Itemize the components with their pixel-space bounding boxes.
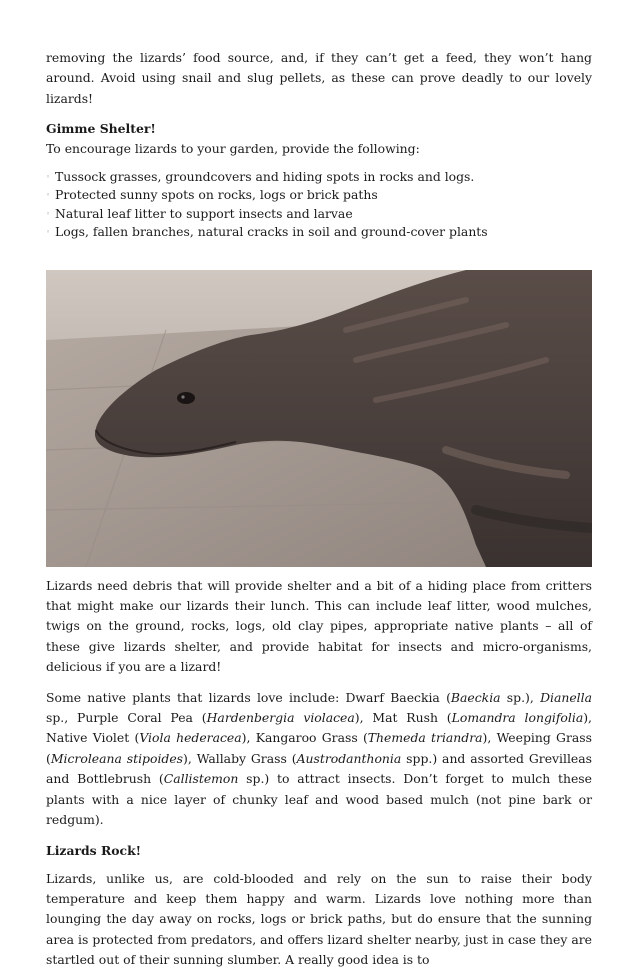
intro-paragraph: removing the lizards’ food source, and, if they can’t get a feed, they won’t hang around. Avoid using snail and slug pellets, as these can prove deadly to our lovely lizards! <box>46 50 592 106</box>
bullet-icon: ◦ <box>46 209 51 218</box>
rock-paragraph: Lizards, unlike us, are cold-blooded and rely on the sun to raise their body temperature and keep them happy and warm. Lizards love nothing more than lounging the day away on rocks, logs or brick paths, but do ensure that the sunning area is protected from predators, and offers lizard shelter nearby, just in case they are startled out of their sunning slumber. A really good idea is to <box>46 870 592 968</box>
list-item-text: Natural leaf litter to support insects and larvae <box>55 205 353 221</box>
rock-heading: Lizards Rock! <box>46 842 142 858</box>
list-item-text: Logs, fallen branches, natural cracks in soil and ground-cover plants <box>55 224 488 240</box>
bullet-icon: ◦ <box>46 172 51 181</box>
bullet-icon: ◦ <box>46 228 51 237</box>
list-item <box>46 186 592 205</box>
bullet-icon: ◦ <box>46 191 51 200</box>
shelter-list <box>46 168 592 242</box>
shelter-lead: To encourage lizards to your garden, provide the following: <box>46 141 420 157</box>
shelter-heading: Gimme Shelter! <box>46 121 156 137</box>
list-item-text: Tussock grasses, groundcovers and hiding spots in rocks and logs. <box>55 168 475 184</box>
debris-paragraph: Lizards need debris that will provide shelter and a bit of a hiding place from critters that might make our lizards their lunch. This can include leaf litter, wood mulches, twigs on the ground, rocks, logs, old clay pipes, appropriate native plants – all of these give lizards shelter, and provide habitat for insects and micro-organisms, delicious if you are a lizard! <box>46 577 592 675</box>
lizard-photo <box>46 270 592 567</box>
list-item <box>46 168 592 187</box>
list-item <box>46 205 592 224</box>
list-item <box>46 223 592 242</box>
list-item-text: Protected sunny spots on rocks, logs or brick paths <box>55 187 378 203</box>
document-page <box>46 48 592 971</box>
native-plants-paragraph: Some native plants that lizards love include: Dwarf Baeckia (Baeckia sp.), Dianella sp., Purple Coral Pea (Hardenbergia violacea), Mat Rush (Lomandra longifolia), Native Violet (Viola hederacea), Kangaroo Grass (Themeda triandra), Weeping Grass (Microleana stipoides), Wallaby Grass (Austrodanthonia spp.) and assorted Grevilleas and Bottlebrush (Callistemon sp.) to attract insects. Don’t forget to mulch these plants with a nice layer of chunky leaf and wood based mulch (not pine bark or redgum). <box>46 689 592 828</box>
